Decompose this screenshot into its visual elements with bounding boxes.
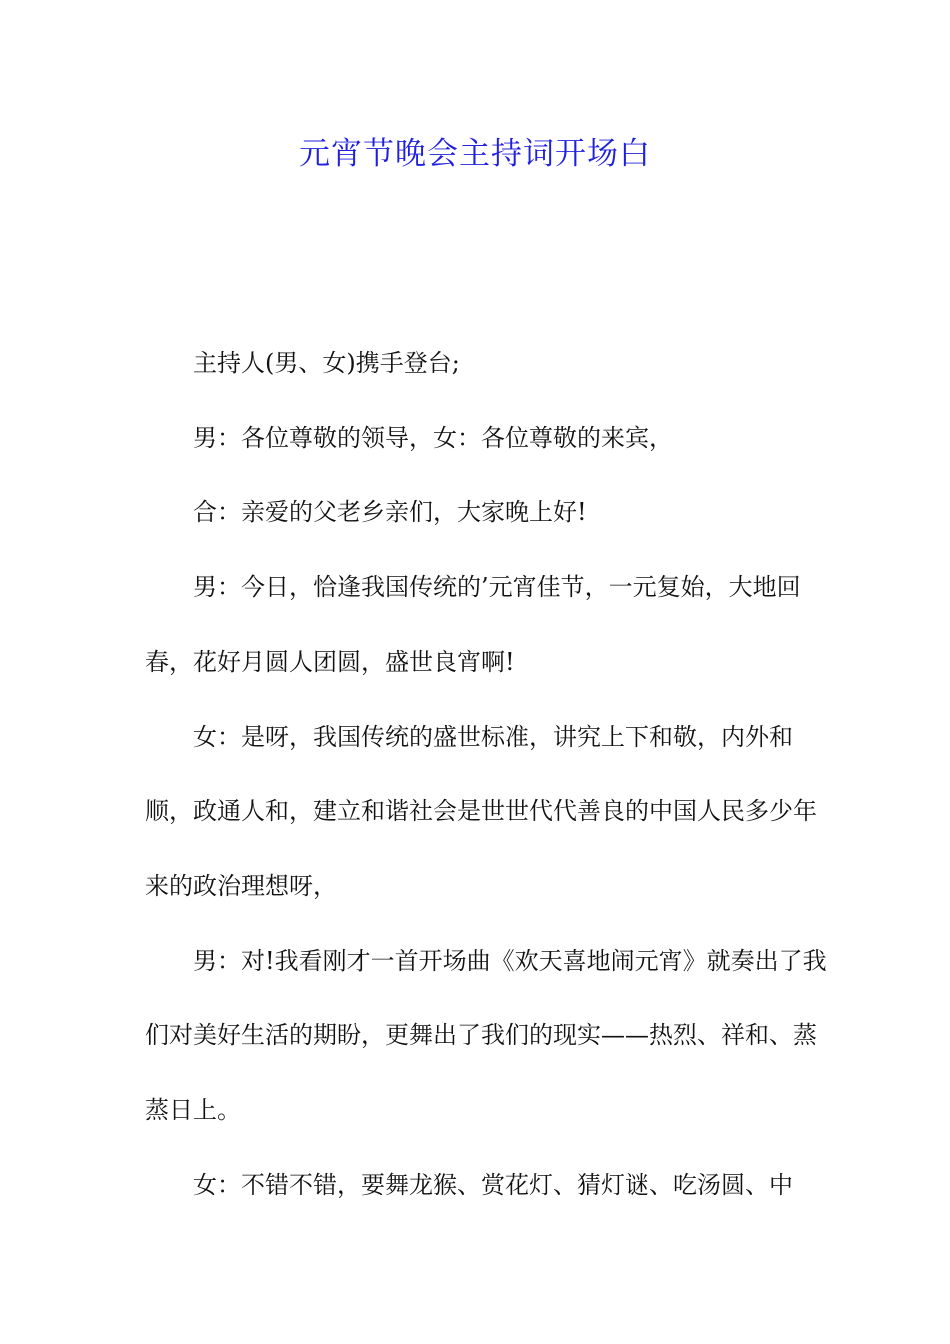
paragraph: 女：不错不错，要舞龙猴、赏花灯、猜灯谜、吃汤圆、中 [193, 1170, 793, 1199]
paragraph: 主持人(男、女)携手登台; [193, 349, 460, 377]
paragraph: 男：今日，恰逢我国传统的’元宵佳节，一元复始，大地回春，花好月圆人团圆，盛世良宵啊! [145, 573, 801, 676]
paragraph: 合：亲爱的父老乡亲们，大家晚上好! [193, 498, 587, 527]
document-body [145, 326, 831, 1222]
paragraph: 男：对!我看刚才一首开场曲《欢天喜地闹元宵》就奏出了我们对美好生活的期盼，更舞出了我们的现实——热烈、祥和、蒸蒸日上。 [145, 946, 827, 1125]
paragraph: 女：是呀，我国传统的盛世标准，讲究上下和敬，内外和顺，政通人和，建立和谐社会是世世代代善良的中国人民多少年来的政治理想呀， [145, 722, 817, 900]
document-title: 元宵节晚会主持词开场白 [299, 136, 651, 172]
paragraph: 男：各位尊敬的领导，女：各位尊敬的来宾， [193, 423, 673, 452]
